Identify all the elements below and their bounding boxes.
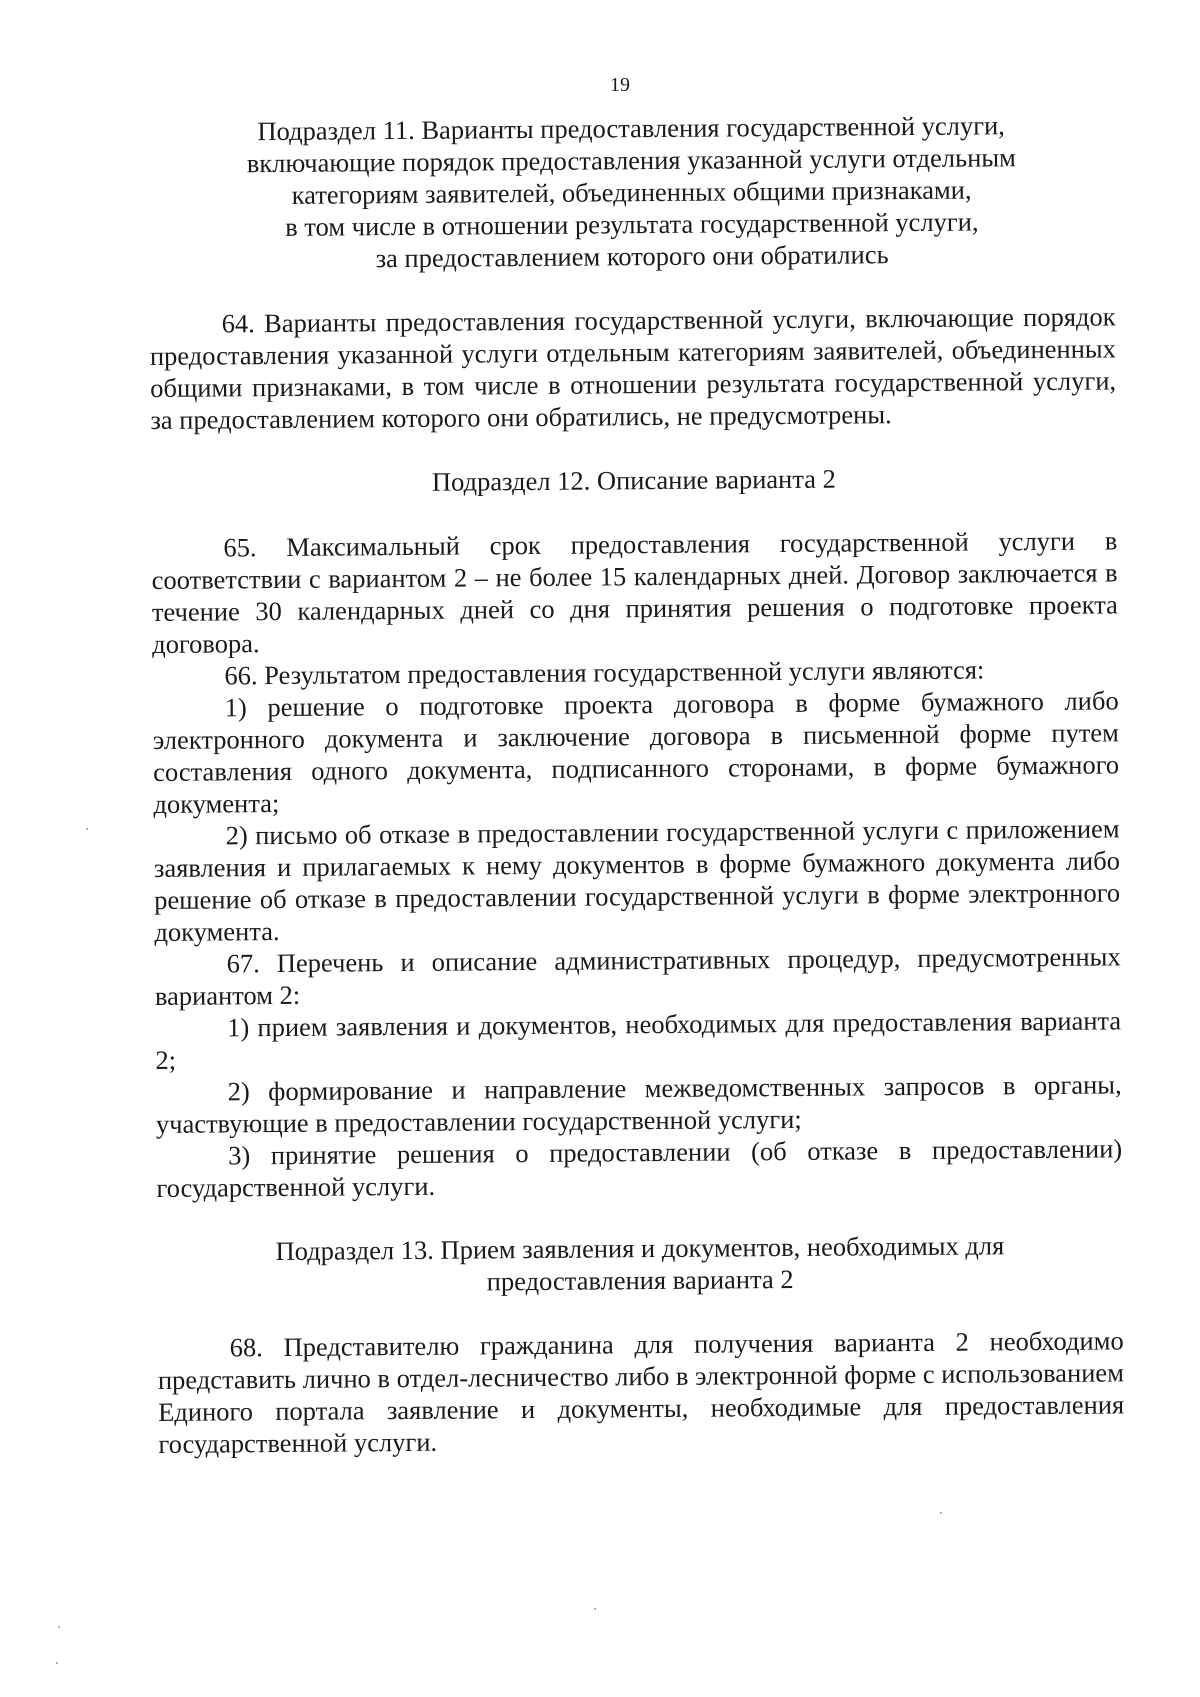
heading-line: Подраздел 11. Варианты предоставления государственной услуги, [257,110,1005,147]
heading-line: Подраздел 12. Описание варианта 2 [431,463,836,497]
subsection-13-heading [157,1228,1123,1300]
heading-line: за предоставлением которого они обратились [375,239,889,274]
paragraph-67-item-1: 1) прием заявления и документов, необходимых для предоставления варианта 2; [155,1005,1122,1075]
document-body [148,108,1125,1460]
paragraph-67-item-2: 2) формирование и направление межведомственных запросов в органы, участвующие в предоставлении государственной услуги; [155,1069,1122,1139]
subsection-11-heading [148,108,1115,276]
heading-line: категориям заявителей, объединенных общими признаками, [291,174,972,210]
page-number: 19 [610,74,630,96]
heading-line: предоставления варианта 2 [486,1263,794,1297]
paragraph-68: 68. Представителю гражданина для получения варианта 2 необходимо представить лично в отдел-лесничество либо в электронной форме с использованием Единого портала заявление и документы, необходимые для предоставления государственной услуги. [157,1325,1125,1459]
heading-line: в том числе в отношении результата государственной услуги, [285,206,979,242]
paragraph-66-item-1: 1) решение о подготовке проекта договора в форме бумажного либо электронного документа и заключение договора в письменной форме путем составления одного документа, подписанного сторонами, в форме бумажного документа; [152,685,1120,819]
heading-line: Подраздел 13. Прием заявления и документов, необходимых для [275,1230,1005,1267]
scan-speck [86,828,88,830]
scan-speck [58,1626,60,1628]
scan-speck [56,1662,58,1664]
paragraph-66-item-2: 2) письмо об отказе в предоставлении государственной услуги с приложением заявления и прилагаемых к нему документов в форме бумажного документа либо решение об отказе в предоставлении государственной услуги в форме электронного документа. [153,813,1121,947]
paragraph-64: 64. Варианты предоставления государственной услуги, включающие порядок предоставления указанной услуги отдельным категориям заявителей, объединенных общими признаками, в том числе в отношении результата государственной услуги, за предоставлением которого они обратились, не предусмотрены. [149,301,1117,435]
paragraph-67-item-3: 3) принятие решения о предоставлении (об отказе в предоставлении) государственной услуги. [156,1133,1123,1203]
heading-line: включающие порядок предоставления указанной услуги отдельным [246,142,1017,179]
scan-speck [940,1512,942,1514]
paragraph-65: 65. Максимальный срок предоставления государственной услуги в соответствии с вариантом 2 – не более 15 календарных дней. Договор заключается в течение 30 календарных дней со дня принятия решения о подготовке проекта договора. [151,525,1118,659]
paragraph-66: 66. Результатом предоставления государственной услуги являются: [224,654,985,691]
paragraph-67: 67. Перечень и описание административных процедур, предусмотренных вариантом 2: [154,941,1121,1011]
scan-speck [594,1608,596,1610]
